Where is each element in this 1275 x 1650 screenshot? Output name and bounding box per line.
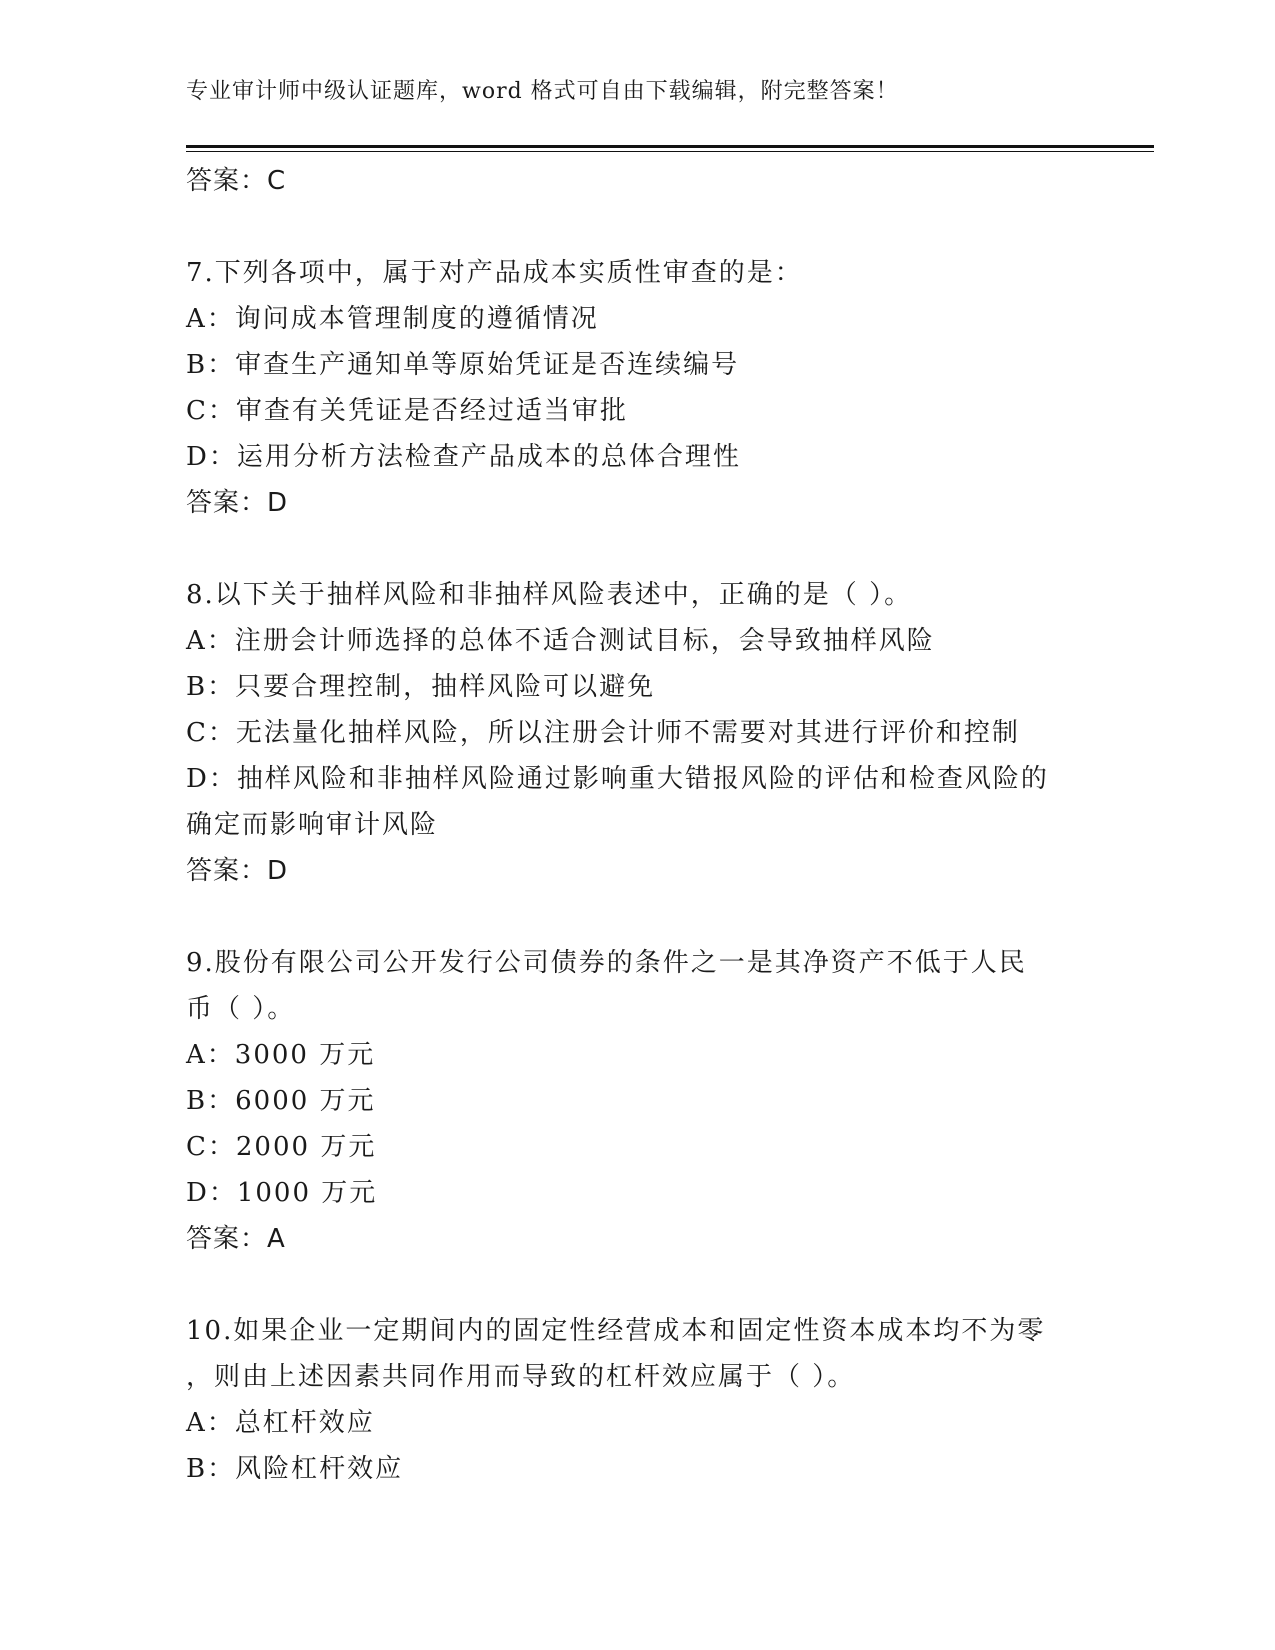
question-stem-continuation: ，则由上述因素共同作用而导致的杠杆效应属于（ ）。	[186, 1362, 856, 1392]
question-stem: 9.股份有限公司公开发行公司债券的条件之一是其净资产不低于人民	[186, 948, 1027, 978]
question-stem-continuation: 币（ ）。	[186, 994, 296, 1024]
question-block	[186, 572, 1076, 894]
answer-line: 答案：A	[186, 1224, 286, 1254]
option-d: D：1000 万元	[186, 1178, 378, 1208]
option-b: B：6000 万元	[186, 1086, 376, 1116]
option-a: A：注册会计师选择的总体不适合测试目标，会导致抽样风险	[186, 626, 935, 656]
spacer	[186, 526, 1076, 572]
option-d: D：抽样风险和非抽样风险通过影响重大错报风险的评估和检查风险的	[186, 764, 1049, 794]
question-stem: 10.如果企业一定期间内的固定性经营成本和固定性资本成本均不为零	[186, 1316, 1046, 1346]
question-stem: 7.下列各项中，属于对产品成本实质性审查的是：	[186, 258, 803, 288]
option-b: B：审查生产通知单等原始凭证是否连续编号	[186, 350, 740, 380]
option-a: A：询问成本管理制度的遵循情况	[186, 304, 599, 334]
option-c: C：2000 万元	[186, 1132, 377, 1162]
option-c: C：无法量化抽样风险，所以注册会计师不需要对其进行评价和控制	[186, 718, 1020, 748]
answer-line: 答案：D	[186, 488, 289, 518]
header-rule-thick	[186, 145, 1154, 148]
spacer	[186, 894, 1076, 940]
option-d: D：运用分析方法检查产品成本的总体合理性	[186, 442, 741, 472]
page-header: 专业审计师中级认证题库，word 格式可自由下载编辑，附完整答案！	[186, 79, 899, 104]
question-stem: 8.以下关于抽样风险和非抽样风险表述中，正确的是（ ）。	[186, 580, 913, 610]
question-block	[186, 1308, 1076, 1492]
spacer	[186, 1262, 1076, 1308]
option-b: B：风险杠杆效应	[186, 1454, 404, 1484]
option-a: A：总杠杆效应	[186, 1408, 375, 1438]
question-block	[186, 250, 1076, 526]
option-c: C：审查有关凭证是否经过适当审批	[186, 396, 628, 426]
answer-line: 答案：C	[186, 166, 287, 196]
question-content	[186, 158, 1076, 1492]
option-b: B：只要合理控制，抽样风险可以避免	[186, 672, 656, 702]
answer-line: 答案：D	[186, 856, 289, 886]
option-a: A：3000 万元	[186, 1040, 376, 1070]
question-block	[186, 940, 1076, 1262]
spacer	[186, 204, 1076, 250]
option-d-continuation: 确定而影响审计风险	[186, 810, 439, 840]
header-rule-thin	[186, 151, 1154, 152]
